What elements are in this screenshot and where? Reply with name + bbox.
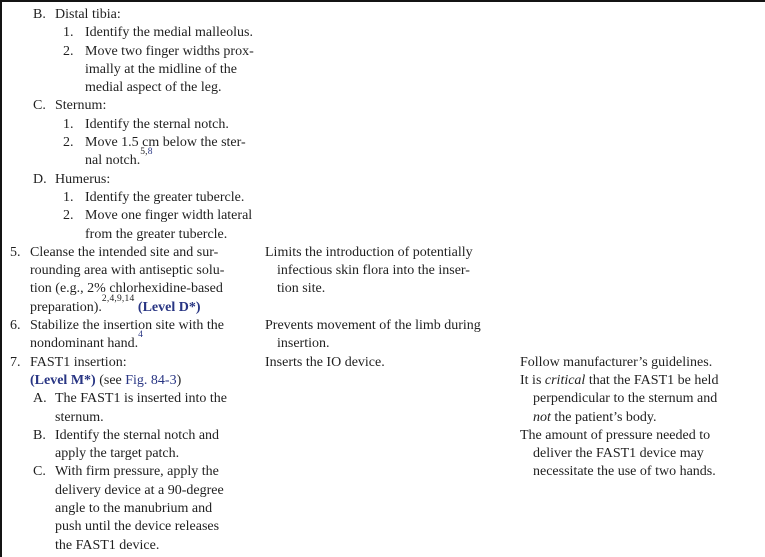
rationale-paragraph	[265, 354, 520, 372]
text-run: nondominant hand.	[30, 336, 139, 352]
text-line: perpendicular to the sternum and	[533, 391, 718, 407]
text-run: nal notch.	[85, 153, 141, 169]
text-line: necessitate the use of two hands.	[533, 464, 716, 480]
text-run: preparation).	[30, 299, 102, 315]
text-line: rounding area with antiseptic solu-	[30, 263, 225, 279]
steps-cell-sites	[10, 6, 265, 244]
reference-link[interactable]: 4	[138, 330, 144, 341]
step-item-6-stabilize	[10, 317, 265, 354]
rationale-paragraph	[265, 317, 520, 354]
step-item-7a	[10, 390, 265, 427]
steps-cell-step6	[10, 317, 265, 354]
reference-number: 5,	[140, 147, 148, 158]
reference-superscript	[140, 147, 152, 157]
text-line: Move one finger width lateral	[85, 208, 253, 224]
steps-cell-step7	[10, 354, 265, 555]
text-line: Limits the introduction of potentially	[265, 244, 473, 260]
list-marker: 5.	[10, 244, 21, 260]
text-line: tion (e.g., 2% chlorhexidine-based	[30, 281, 223, 297]
text-line: The FAST1 is inserted into the	[55, 391, 227, 407]
text-line: from the greater tubercle.	[85, 226, 228, 242]
step-item-7-fast1-insertion	[10, 354, 265, 391]
step-item-b1	[10, 24, 265, 42]
rationale-cell-step5	[265, 244, 520, 317]
text-line	[85, 147, 265, 170]
text-line: the FAST1 device.	[55, 537, 160, 553]
text-line: push until the device releases	[55, 519, 220, 535]
reference-number: 2,4,9,14	[101, 293, 135, 304]
text-line: medial aspect of the leg.	[85, 80, 222, 96]
list-marker: 2.	[63, 208, 74, 224]
emphasis-text: not	[533, 409, 551, 425]
steps-cell-step5	[10, 244, 265, 317]
list-marker: 7.	[10, 354, 21, 370]
list-marker: D.	[33, 171, 47, 187]
text-line: deliver the FAST1 device may	[533, 446, 704, 462]
text-run: the patient’s body.	[550, 409, 657, 425]
list-marker: 1.	[63, 25, 74, 41]
procedure-table	[10, 6, 765, 555]
step-item-d-humerus	[10, 171, 265, 189]
text-line: Stabilize the insertion site with the	[30, 318, 225, 334]
evidence-level-label: (Level M*)	[30, 372, 96, 388]
list-marker: C.	[33, 464, 46, 480]
step-item-c2	[10, 134, 265, 171]
step-item-c1	[10, 116, 265, 134]
text-line: FAST1 insertion:	[30, 354, 127, 370]
text-run: (see	[95, 372, 126, 388]
consideration-paragraph	[520, 372, 765, 427]
reference-superscript	[102, 294, 134, 304]
text-line: tion site.	[277, 281, 326, 297]
step-item-7b	[10, 427, 265, 464]
text-line: Identify the greater tubercle.	[85, 189, 245, 205]
consideration-paragraph	[520, 427, 765, 482]
text-line: Cleanse the intended site and sur-	[30, 244, 219, 260]
figure-link[interactable]: Fig. 84-3	[125, 372, 177, 388]
text-line: Move 1.5 cm below the ster-	[85, 135, 246, 151]
text-run: that the FAST1 be held	[585, 372, 719, 388]
considerations-cell-step7	[520, 354, 765, 555]
text-line: Identify the medial malleolus.	[85, 25, 253, 41]
text-line: delivery device at a 90-degree	[55, 482, 224, 498]
consideration-paragraph	[520, 354, 765, 372]
step-item-c-sternum	[10, 97, 265, 115]
text-line: Prevents movement of the limb during	[265, 318, 481, 334]
text-line: apply the target patch.	[55, 446, 180, 462]
rationale-cell-step6	[265, 317, 520, 354]
text-line: Move two finger widths prox-	[85, 43, 254, 59]
text-line: infectious skin flora into the inser-	[277, 263, 470, 279]
list-marker: 1.	[63, 116, 74, 132]
text-line: Identify the sternal notch.	[85, 116, 229, 132]
reference-link[interactable]: 8	[147, 147, 153, 158]
step-item-b-distal-tibia	[10, 6, 265, 24]
text-line	[520, 372, 765, 390]
emphasis-text: critical	[544, 372, 586, 388]
text-line	[30, 293, 265, 317]
list-marker: B.	[33, 427, 46, 443]
list-marker: 2.	[63, 135, 74, 151]
text-line	[30, 372, 265, 390]
text-line: With firm pressure, apply the	[55, 464, 219, 480]
text-line	[533, 409, 765, 427]
text-line: insertion.	[277, 336, 330, 352]
rationale-paragraph	[265, 244, 520, 299]
step-item-b2	[10, 43, 265, 98]
list-marker: 6.	[10, 318, 21, 334]
rationale-cell-step7	[265, 354, 520, 555]
text-line: Humerus:	[55, 171, 111, 187]
text-run: )	[176, 372, 182, 388]
step-item-d2	[10, 207, 265, 244]
list-marker: A.	[33, 391, 47, 407]
list-marker: 1.	[63, 189, 74, 205]
text-line: Inserts the IO device.	[265, 354, 385, 370]
list-marker: C.	[33, 98, 46, 114]
list-marker: B.	[33, 7, 46, 22]
text-line: angle to the manubrium and	[55, 501, 213, 517]
step-item-7c	[10, 463, 265, 554]
step-item-5-cleanse	[10, 244, 265, 317]
text-line: Follow manufacturer’s guidelines.	[520, 354, 713, 370]
step-item-d1	[10, 189, 265, 207]
list-marker: 2.	[63, 43, 74, 59]
reference-superscript	[138, 330, 143, 340]
text-line: The amount of pressure needed to	[520, 427, 711, 443]
text-run: It is	[520, 372, 545, 388]
text-line: imally at the midline of the	[85, 61, 238, 77]
evidence-level-label: (Level D*)	[134, 299, 201, 315]
text-line: Distal tibia:	[55, 7, 121, 22]
text-line: sternum.	[55, 409, 104, 425]
text-line	[30, 330, 265, 353]
text-line: Sternum:	[55, 98, 107, 114]
text-line: Identify the sternal notch and	[55, 427, 220, 443]
